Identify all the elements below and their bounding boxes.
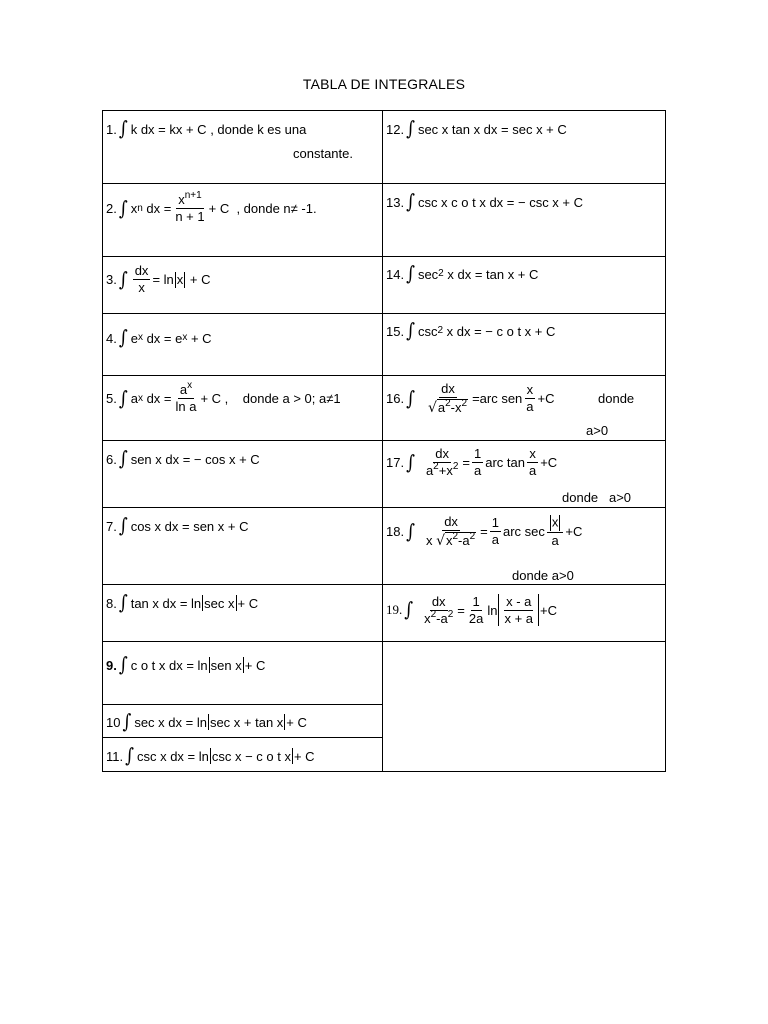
right-row-divider	[382, 375, 666, 376]
formula-number: 18.	[386, 524, 405, 539]
abs-bar	[209, 657, 210, 673]
numerator: x - a	[506, 593, 532, 609]
formula-expression: sec x tan x dx = sec x + C	[417, 121, 567, 137]
formula-number: 4.	[106, 330, 117, 346]
formula-expression: sen x dx = − cos x + C	[130, 451, 260, 467]
equals: =	[462, 455, 470, 470]
fraction	[547, 515, 564, 548]
denominator: -a	[436, 610, 448, 626]
abs-content: sec x + tan x	[209, 714, 284, 730]
fraction	[524, 383, 535, 414]
formula-expression: dx = e	[146, 330, 183, 346]
exponent: 2	[447, 608, 454, 620]
denominator: a	[473, 463, 482, 478]
numerator: a	[179, 382, 188, 397]
fraction	[133, 264, 151, 295]
formula-condition: , donde n≠ -1.	[236, 201, 317, 216]
left-row-divider	[102, 256, 383, 257]
formula-number: 19.	[386, 602, 403, 617]
radical-sign: √	[427, 400, 437, 416]
formula-19	[386, 594, 557, 626]
table-border-right	[665, 110, 666, 772]
fraction	[174, 380, 199, 414]
formula-expression: = ln	[152, 272, 174, 287]
exponent: 2	[452, 531, 459, 542]
exponent: n+1	[184, 190, 202, 201]
fraction	[527, 447, 538, 478]
function-name: arc sec	[503, 524, 545, 539]
formula-number: 10	[106, 714, 121, 730]
exponent: 2	[430, 608, 437, 620]
abs-bar	[236, 595, 237, 611]
formula-3	[106, 264, 210, 295]
sqrt	[428, 399, 468, 415]
formula-expression: k dx = kx + C	[130, 121, 207, 137]
abs-content: sec x	[204, 595, 235, 611]
integral-sign: ∫	[118, 197, 128, 220]
fraction	[422, 595, 455, 626]
constant: +C	[565, 524, 583, 539]
formula-expression: csc x c o t x dx = − csc x + C	[417, 194, 584, 210]
formula-7	[106, 516, 248, 536]
abs-bar	[210, 748, 211, 764]
numerator: dx	[431, 593, 446, 609]
formula-16-condition: donde	[598, 391, 635, 406]
radicand: -x	[450, 400, 462, 415]
abs-bar	[202, 595, 203, 611]
abs-bar	[498, 594, 499, 626]
right-row-divider	[382, 584, 666, 585]
abs-bar	[550, 515, 551, 531]
formula-16	[386, 382, 555, 415]
abs-content: sen x	[210, 657, 242, 673]
formula-1-condition-cont: constante.	[293, 146, 353, 161]
formula-number: 6.	[106, 451, 117, 467]
numerator: x	[178, 192, 185, 207]
fraction	[472, 447, 483, 478]
formula-expression: c o t x dx = ln	[130, 657, 208, 673]
formula-9	[106, 655, 265, 675]
function-name: ln	[487, 602, 498, 618]
integral-sign: ∫	[406, 190, 415, 214]
fraction	[502, 595, 535, 626]
formula-8	[106, 593, 258, 613]
integral-sign: ∫	[118, 514, 128, 538]
integral-sign: ∫	[118, 447, 128, 471]
left-row-divider	[102, 183, 383, 184]
constant: +C	[540, 602, 558, 618]
fraction	[173, 190, 206, 224]
formula-number: 13.	[386, 194, 405, 210]
denominator: +x	[438, 463, 453, 478]
formula-18	[386, 515, 582, 548]
integral-sign: ∫	[118, 117, 128, 141]
denominator: x + a	[504, 610, 534, 626]
formula-condition: donde a > 0; a≠1	[242, 391, 341, 406]
table-border-top	[102, 110, 666, 111]
integral-sign: ∫	[122, 710, 132, 734]
integral-sign: ∫	[406, 387, 415, 410]
denominator: x	[425, 533, 433, 548]
denominator: a	[528, 463, 537, 478]
denominator: ln a	[175, 399, 197, 414]
radical-sign: √	[436, 533, 445, 549]
fraction	[424, 447, 460, 478]
radicand: x	[445, 533, 453, 548]
formula-expression: tan x dx = ln	[130, 595, 202, 611]
table-border-left	[102, 110, 103, 772]
integral-sign: ∫	[118, 387, 128, 410]
equals: =	[457, 602, 465, 618]
denominator: n + 1	[175, 209, 205, 224]
abs-bar	[243, 657, 244, 673]
integral-sign: ∫	[118, 326, 128, 350]
fraction	[424, 515, 478, 548]
left-row-divider	[102, 584, 383, 585]
numerator: 1	[491, 515, 499, 530]
formula-expression: x dx = tan x + C	[447, 266, 539, 282]
constant: + C	[237, 595, 259, 611]
formula-expression: sec x dx = ln	[134, 714, 207, 730]
sqrt	[436, 532, 476, 548]
constant: + C	[244, 657, 266, 673]
formula-expression: =arc sen	[472, 391, 523, 406]
abs-bar	[184, 272, 185, 288]
formula-4: 4. ∫ e x dx = e x + C	[106, 326, 212, 350]
exponent: 2	[469, 531, 476, 542]
denominator: a	[526, 399, 534, 414]
abs-bar	[538, 594, 539, 626]
constant: + C	[286, 714, 307, 730]
integral-sign: ∫	[406, 520, 415, 543]
formula-number: 12.	[386, 121, 405, 137]
table-border-bottom	[102, 771, 666, 772]
formula-number: 1.	[106, 121, 117, 137]
integral-sign: ∫	[125, 744, 134, 768]
constant: +C	[537, 391, 555, 406]
fraction	[490, 516, 501, 547]
integral-sign: ∫	[406, 262, 415, 286]
integral-sign: ∫	[118, 268, 128, 291]
formula-number: 9.	[106, 657, 117, 673]
right-row-divider	[382, 440, 666, 441]
formula-number: 5.	[106, 391, 117, 406]
constant: +C	[540, 455, 558, 470]
formula-number: 17.	[386, 455, 405, 470]
denominator: a	[425, 463, 434, 478]
integral-sign: ∫	[118, 653, 128, 677]
numerator: dx	[444, 514, 458, 529]
integrals-table	[102, 110, 666, 772]
base: x	[130, 201, 138, 216]
formula-13	[386, 192, 583, 212]
fraction	[426, 382, 470, 415]
table-column-divider	[382, 110, 383, 772]
exponent: 2	[452, 461, 459, 472]
exponent: 2	[445, 398, 451, 409]
numerator: 1	[473, 446, 482, 461]
function-name: sec	[417, 266, 439, 282]
formula-number: 14.	[386, 266, 405, 282]
left-row-divider	[102, 737, 383, 738]
formula-expression: dx =	[146, 391, 172, 406]
right-row-divider	[382, 256, 666, 257]
denominator: x	[424, 610, 431, 626]
numerator: dx	[435, 446, 450, 461]
left-row-divider	[102, 313, 383, 314]
left-row-divider	[102, 641, 383, 642]
integral-sign: ∫	[406, 451, 415, 474]
abs-bar	[559, 515, 560, 531]
exponent: 2	[461, 398, 468, 409]
function-name: arc tan	[485, 455, 525, 470]
formula-15: 15. ∫ csc 2 x dx = − c o t x + C	[386, 319, 556, 343]
right-row-divider	[382, 183, 666, 184]
abs-bar	[175, 272, 176, 288]
formula-11	[106, 746, 315, 766]
formula-1	[106, 119, 306, 139]
denominator: a	[551, 533, 559, 548]
page-title: TABLA DE INTEGRALES	[302, 76, 466, 92]
denominator: 2a	[468, 610, 484, 626]
radicand: a	[437, 400, 446, 415]
formula-expression: dx =	[146, 201, 172, 216]
exponent: 2	[433, 461, 439, 472]
left-row-divider	[102, 704, 383, 705]
formula-number: 7.	[106, 518, 117, 534]
constant: + C	[293, 748, 315, 764]
formula-16-condition-cont: a>0	[586, 423, 609, 438]
base: e	[130, 330, 138, 346]
numerator: 1	[472, 593, 480, 609]
formula-number: 15.	[386, 323, 405, 339]
numerator: x	[529, 446, 536, 461]
denominator: x	[138, 280, 145, 295]
equals: =	[480, 524, 488, 539]
abs-bar	[284, 714, 285, 730]
function-name: csc	[417, 323, 438, 339]
abs-bar	[208, 714, 209, 730]
integral-sign: ∫	[406, 117, 415, 141]
formula-5: 5. ∫ a x dx = $\frac{a^x}{\text{ln a}}$ + C , donde a > 0; a≠1	[106, 380, 341, 414]
formula-17-condition: donde a>0	[562, 490, 632, 505]
numerator: dx	[441, 381, 455, 396]
formula-number: 3.	[106, 272, 117, 287]
radicand: -a	[458, 533, 470, 548]
left-row-divider	[102, 375, 383, 376]
right-row-divider	[382, 507, 666, 508]
formula-number: 11.	[106, 748, 124, 764]
formula-2: 2. ∫ x n dx = $\frac{x^{n+1}}{n + 1}$ + C , donde n≠ -1.	[106, 190, 317, 224]
formula-17	[386, 447, 557, 478]
formula-expression: x dx = − c o t x + C	[446, 323, 556, 339]
abs-bar	[292, 748, 293, 764]
formula-condition: , donde k es una	[210, 121, 307, 137]
numerator: x	[551, 514, 559, 530]
constant: + C ,	[200, 391, 229, 406]
abs-content: csc x − c o t x	[211, 748, 291, 764]
base: a	[130, 391, 138, 406]
abs-content: x	[176, 272, 184, 287]
formula-12	[386, 119, 567, 139]
formula-number: 2.	[106, 201, 117, 216]
right-row-divider	[382, 313, 666, 314]
formula-10	[106, 712, 307, 732]
formula-number: 16.	[386, 391, 405, 406]
left-row-divider	[102, 507, 383, 508]
constant: + C	[189, 272, 211, 287]
integral-sign: ∫	[118, 591, 128, 615]
formula-6	[106, 449, 260, 469]
formula-number: 8.	[106, 595, 117, 611]
constant: + C	[190, 330, 212, 346]
right-row-divider	[382, 641, 666, 642]
integral-sign: ∫	[406, 319, 415, 343]
formula-expression: csc x dx = ln	[136, 748, 209, 764]
denominator: a	[491, 532, 499, 547]
formula-18-condition: donde a>0	[512, 568, 574, 583]
formula-expression: cos x dx = sen x + C	[130, 518, 249, 534]
constant: + C	[208, 201, 230, 216]
numerator: dx	[134, 263, 149, 278]
integral-sign: ∫	[404, 598, 414, 622]
formula-14: 14. ∫ sec 2 x dx = tan x + C	[386, 262, 539, 286]
numerator: x	[526, 382, 534, 397]
left-row-divider	[102, 440, 383, 441]
exponent: x	[187, 380, 193, 391]
fraction	[467, 595, 485, 626]
